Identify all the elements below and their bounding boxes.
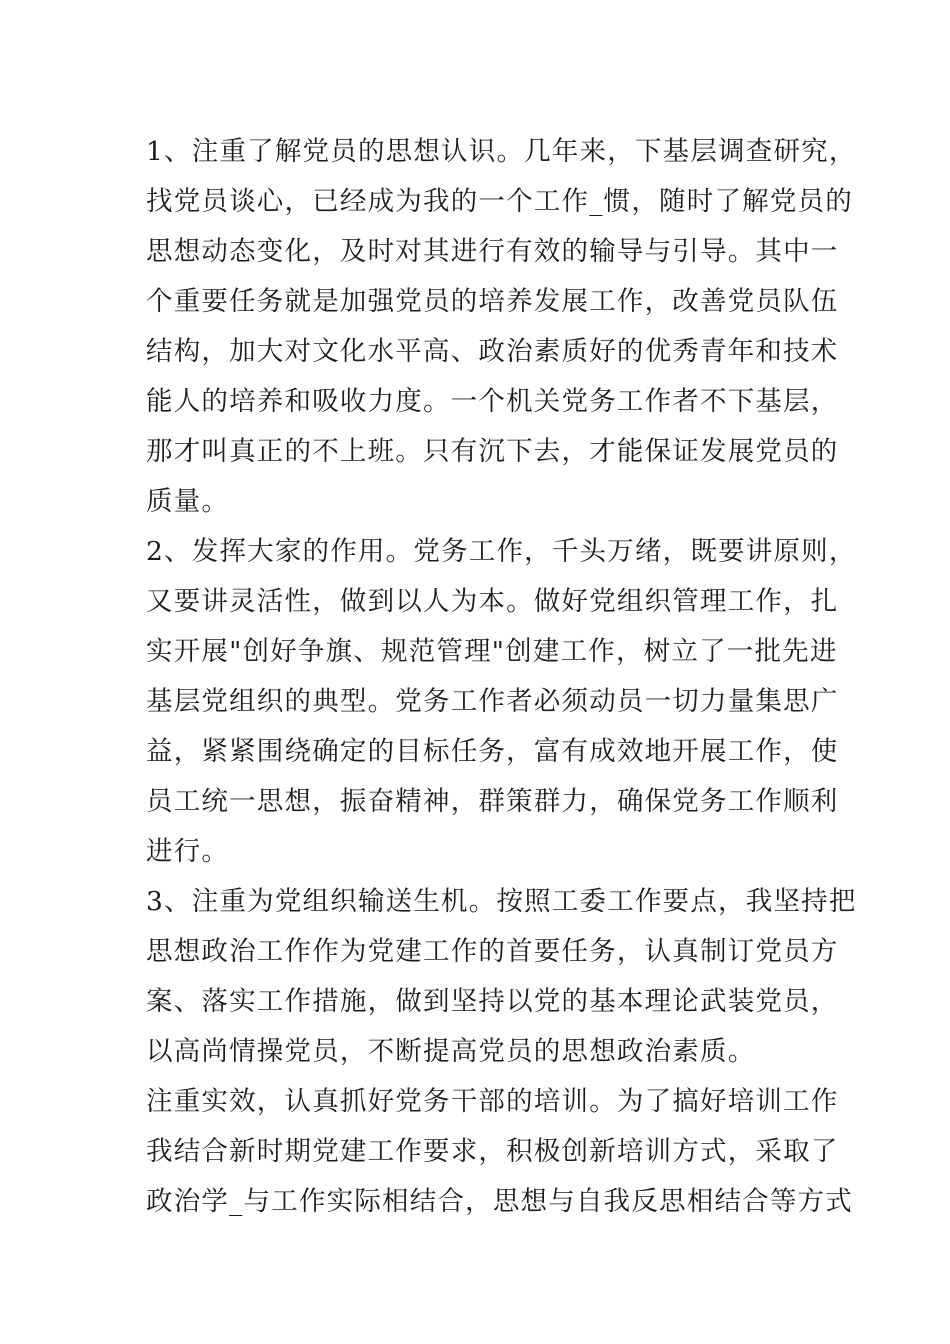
text-line: 能人的培养和吸收力度。一个机关党务工作者不下基层， xyxy=(146,386,839,417)
text-line: 进行。 xyxy=(146,836,230,867)
text-line: 2、发挥大家的作用。党务工作，千头万绪，既要讲原则， xyxy=(146,536,857,567)
text-line: 结构，加大对文化水平高、政治素质好的优秀青年和技术 xyxy=(146,336,839,367)
text-line: 质量。 xyxy=(146,486,230,517)
text-line: 找党员谈心，已经成为我的一个工作_惯，随时了解党员的 xyxy=(146,186,853,217)
text-line: 1、注重了解党员的思想认识。几年来，下基层调查研究， xyxy=(146,136,857,167)
document-body xyxy=(146,127,857,1227)
text-line: 又要讲灵活性，做到以人为本。做好党组织管理工作，扎 xyxy=(146,586,839,617)
text-line: 个重要任务就是加强党员的培养发展工作，改善党员队伍 xyxy=(146,286,839,317)
text-line: 思想政治工作作为党建工作的首要任务，认真制订党员方 xyxy=(146,936,839,967)
text-line: 以高尚情操党员，不断提高党员的思想政治素质。 xyxy=(146,1036,756,1067)
text-line: 实开展"创好争旗、规范管理"创建工作，树立了一批先进 xyxy=(146,636,838,667)
text-line: 3、注重为党组织输送生机。按照工委工作要点，我坚持把 xyxy=(146,886,857,917)
text-line: 案、落实工作措施，做到坚持以党的基本理论武装党员， xyxy=(146,986,839,1017)
text-line: 那才叫真正的不上班。只有沉下去，才能保证发展党员的 xyxy=(146,436,839,467)
text-line: 益，紧紧围绕确定的目标任务，富有成效地开展工作，使 xyxy=(146,736,839,767)
text-line: 思想动态变化，及时对其进行有效的输导与引导。其中一 xyxy=(146,236,839,267)
text-line: 政治学_与工作实际相结合，思想与自我反思相结合等方式 xyxy=(146,1186,853,1217)
text-line: 我结合新时期党建工作要求，积极创新培训方式，采取了 xyxy=(146,1136,839,1167)
text-line: 注重实效，认真抓好党务干部的培训。为了搞好培训工作 xyxy=(146,1086,839,1117)
text-line: 员工统一思想，振奋精神，群策群力，确保党务工作顺利 xyxy=(146,786,839,817)
text-line: 基层党组织的典型。党务工作者必须动员一切力量集思广 xyxy=(146,686,839,717)
